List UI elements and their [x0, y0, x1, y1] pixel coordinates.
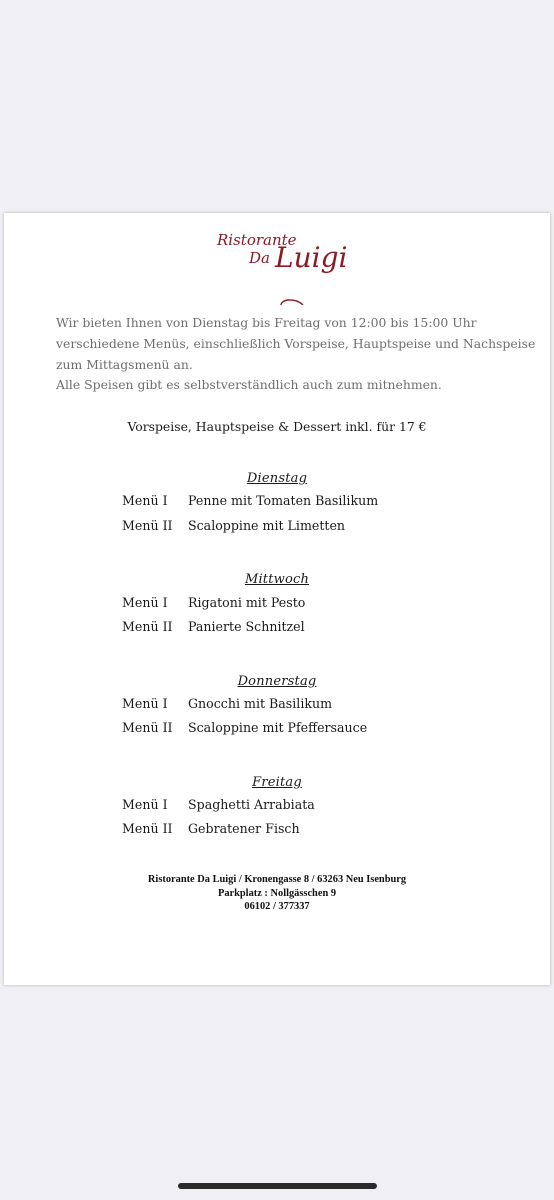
menu-label: Menü II — [122, 720, 173, 735]
day-title: Freitag — [252, 775, 302, 790]
day-heading-freitag — [4, 771, 550, 790]
menu-row — [122, 493, 378, 508]
logo-text-ristorante: Ristorante — [217, 231, 297, 249]
day-title: Mittwoch — [244, 572, 310, 587]
menu-label: Menü I — [122, 797, 168, 812]
menu-row — [122, 720, 367, 735]
lunch-offer: Vorspeise, Hauptspeise & Dessert inkl. für 17 € — [127, 419, 427, 434]
menu-row — [122, 797, 315, 812]
menu-row — [122, 518, 345, 533]
menu-dish: Panierte Schnitzel — [188, 619, 305, 634]
parking-line: Parkplatz : Nollgässchen 9 — [217, 887, 337, 899]
home-indicator[interactable] — [178, 1183, 377, 1189]
phone-line: 06102 / 377337 — [244, 901, 310, 913]
menu-label: Menü I — [122, 696, 168, 711]
intro-text — [56, 313, 536, 396]
menu-dish: Penne mit Tomaten Basilikum — [188, 493, 379, 508]
day-title: Donnerstag — [237, 674, 317, 689]
menu-label: Menü II — [122, 518, 173, 533]
menu-dish: Gnocchi mit Basilikum — [188, 696, 333, 711]
address-line: Ristorante Da Luigi / Kronengasse 8 / 63263 Neu Isenburg — [147, 874, 407, 885]
intro-line: Wir bieten Ihnen von Dienstag bis Freitag von 12:00 bis 15:00 Uhr — [56, 315, 477, 330]
intro-line: zum Mittagsmenü an. — [56, 356, 193, 372]
menu-dish: Spaghetti Arrabiata — [188, 797, 315, 812]
menu-document — [4, 213, 550, 985]
day-heading-dienstag — [4, 467, 550, 486]
intro-line: Alle Speisen gibt es selbstverständlich auch zum mitnehmen. — [56, 377, 442, 393]
menu-row — [122, 696, 332, 711]
menu-label: Menü II — [122, 821, 173, 836]
menu-dish: Rigatoni mit Pesto — [188, 595, 306, 610]
restaurant-logo — [209, 225, 349, 305]
menu-label: Menü II — [122, 619, 173, 634]
menu-label: Menü I — [122, 493, 168, 508]
intro-line: verschiedene Menüs, einschließlich Vorspeise, Hauptspeise und Nachspeise — [56, 335, 536, 351]
logo-swirl — [281, 300, 303, 305]
menu-row — [122, 619, 305, 634]
menu-row — [122, 821, 300, 836]
menu-dish: Scaloppine mit Limetten — [188, 518, 346, 533]
restaurant-contact — [4, 873, 550, 914]
menu-dish: Gebratener Fisch — [188, 821, 300, 836]
menu-dish: Scaloppine mit Pfeffersauce — [188, 720, 368, 735]
menu-row — [122, 595, 305, 610]
day-title: Dienstag — [246, 471, 308, 486]
logo-text-luigi: Luigi — [275, 241, 348, 274]
menu-label: Menü I — [122, 595, 168, 610]
day-heading-mittwoch — [4, 568, 550, 587]
day-heading-donnerstag — [4, 670, 550, 689]
logo-text-da: Da — [249, 249, 270, 267]
